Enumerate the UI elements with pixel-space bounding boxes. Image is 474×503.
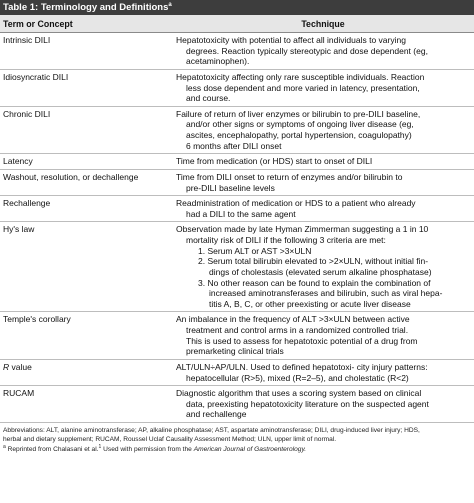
technique-line: Failure of return of liver enzymes or bilirubin to pre-DILI baseline, — [176, 108, 421, 119]
term-cell: Washout, resolution, or dechallenge — [3, 171, 139, 182]
title-note-marker: a — [168, 1, 172, 8]
table-row — [0, 70, 474, 107]
abbreviations-line-1: Abbreviations: ALT, alanine aminotransferase; AP, alkaline phosphatase; AST, aspartate aminotransferase; DILI, drug-induced liver injury; HDS, — [3, 427, 420, 434]
technique-line: An imbalance in the frequency of ALT >3×ULN between active — [176, 314, 410, 325]
table-row — [0, 196, 474, 222]
term-cell: Intrinsic DILI — [3, 35, 51, 45]
term-cell: Rechallenge — [3, 198, 51, 209]
technique-line: and course. — [186, 93, 231, 104]
term-cell: Hy's law — [3, 224, 35, 235]
technique-line: Diagnostic algorithm that uses a scoring system based on clinical — [176, 388, 422, 399]
table-header-row — [0, 15, 474, 33]
technique-line: pre-DILI baseline levels — [186, 182, 275, 193]
technique-line: and/or other signs or symptoms of ongoing liver disease (eg, — [186, 119, 414, 130]
abbreviations-line-2: herbal and dietary supplement; RUCAM, Roussel Uclaf Causality Assessment Method; ULN, upper limit of normal. — [3, 435, 337, 443]
technique-cell — [176, 170, 474, 195]
table-row — [0, 312, 474, 360]
technique-cell — [176, 70, 474, 106]
technique-cell — [176, 222, 474, 311]
technique-line: less dose dependent and more varied in latency, presentation, — [186, 82, 420, 93]
technique-cell — [176, 196, 474, 221]
technique-line: 6 months after DILI onset — [186, 140, 282, 151]
technique-cell — [176, 386, 474, 422]
technique-line: and rechallenge — [186, 409, 247, 420]
header-technique: Technique — [301, 19, 345, 29]
table-row — [0, 107, 474, 155]
term-cell: R value — [3, 361, 32, 372]
technique-line: mortality risk of DILI if the following 3 criteria are met: — [186, 235, 386, 245]
technique-line: acetaminophen). — [186, 56, 250, 67]
technique-line: 1. Serum ALT or AST >3×ULN — [198, 245, 312, 256]
table-row — [0, 386, 474, 423]
technique-line: treatment and control arms in a randomized controlled trial. — [186, 325, 409, 335]
note-text: Reprinted from Chalasani et al. — [7, 446, 99, 454]
technique-cell — [176, 33, 474, 69]
technique-line: degrees. Reaction typically stereotypic and dose dependent (eg, — [186, 45, 428, 56]
term-cell: Chronic DILI — [3, 108, 51, 119]
technique-line: data, preexisting hepatotoxicity literature on the suspected agent — [186, 398, 429, 409]
technique-line: 2. Serum total bilirubin elevated to >2×ULN, without initial fin- — [198, 256, 429, 267]
technique-line: 3. No other reason can be found to explain the combination of — [198, 277, 431, 288]
technique-line: ascites, encephalopathy, portal hypertension, coagulopathy) — [186, 130, 412, 140]
table-row — [0, 33, 474, 70]
term-cell: RUCAM — [3, 388, 35, 399]
header-term: Term or Concept — [3, 19, 73, 29]
technique-line: titis A, B, C, or other preexisting or acute liver disease — [209, 298, 411, 309]
note-tail: Used with permission from the — [103, 446, 192, 454]
technique-cell — [176, 312, 474, 359]
technique-line: Hepatotoxicity affecting only rare susceptible individuals. Reaction — [176, 71, 425, 82]
table-title-bar — [0, 0, 474, 15]
technique-line: Time from DILI onset to return of enzymes and/or bilirubin to — [176, 171, 403, 182]
journal-name: American Journal of Gastroenterology. — [193, 446, 307, 454]
technique-line: Observation made by late Hyman Zimmerman suggesting a 1 in 10 — [176, 224, 429, 235]
technique-line: increased aminotransferases and bilirubin, such as viral hepa- — [209, 288, 443, 299]
table-row — [0, 170, 474, 196]
table-row — [0, 360, 474, 386]
table-row — [0, 222, 474, 312]
technique-line: This is used to assess for hepatotoxic potential of a drug from — [186, 335, 418, 346]
term-cell: Idiosyncratic DILI — [3, 71, 69, 82]
technique-cell — [176, 360, 474, 385]
reprint-note — [3, 444, 471, 455]
table-title: Table 1: Terminology and Definitions — [3, 2, 169, 13]
note-marker: a — [3, 444, 6, 451]
technique-line: Readministration of medication or HDS to a patient who already — [176, 198, 416, 209]
technique-line: dings of cholestasis (elevated serum alkaline phosphatase) — [209, 266, 432, 277]
term-cell: Temple's corollary — [3, 314, 71, 325]
note-reference: 1 — [98, 444, 102, 451]
technique-cell — [176, 107, 474, 154]
technique-line: ALT/ULN÷AP/ULN. Used to defined hepatotoxi- city injury patterns: — [176, 361, 428, 372]
table-row — [0, 154, 474, 170]
table-body — [0, 33, 474, 423]
table-footer — [0, 423, 474, 455]
technique-line: premarketing clinical trials — [186, 346, 284, 357]
term-cell: Latency — [3, 156, 33, 167]
technique-line: Hepatotoxicity with potential to affect all individuals to varying — [176, 35, 406, 45]
technique-line: Time from medication (or HDS) start to onset of DILI — [176, 156, 373, 167]
technique-cell — [176, 154, 474, 169]
technique-line: hepatocellular (R>5), mixed (R=2–5), and cholestatic (R<2) — [186, 372, 409, 383]
technique-line: had a DILI to the same agent — [186, 208, 296, 219]
